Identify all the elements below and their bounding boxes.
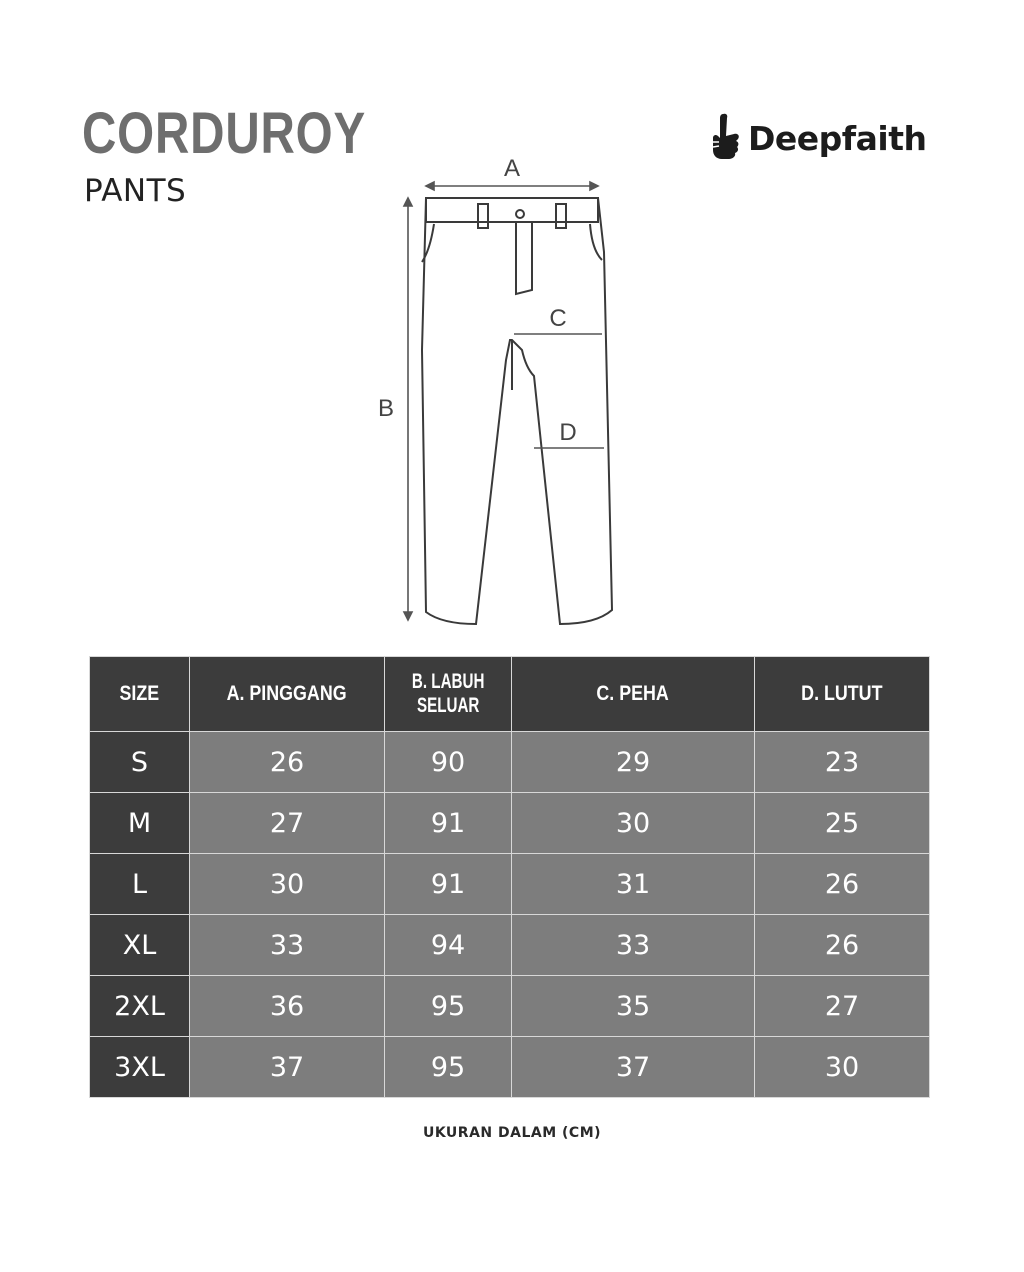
header-pinggang: A. PINGGANG (190, 657, 385, 732)
lutut-cell: 27 (755, 976, 930, 1037)
table-header-row (90, 657, 930, 732)
lutut-cell: 25 (755, 793, 930, 854)
label-a: A (503, 155, 521, 182)
table-row (90, 793, 930, 854)
labuh-cell: 95 (385, 1037, 512, 1098)
labuh-cell: 94 (385, 915, 512, 976)
pinggang-cell: 37 (190, 1037, 385, 1098)
peha-cell: 35 (512, 976, 755, 1037)
pinggang-cell: 30 (190, 854, 385, 915)
table-row (90, 1037, 930, 1098)
hand-icon (710, 112, 744, 164)
peha-cell: 31 (512, 854, 755, 915)
labuh-cell: 91 (385, 793, 512, 854)
brand-logo (710, 112, 926, 164)
pants-diagram (370, 150, 620, 630)
peha-cell: 33 (512, 915, 755, 976)
peha-cell: 29 (512, 732, 755, 793)
size-cell: S (90, 732, 190, 793)
peha-cell: 30 (512, 793, 755, 854)
header-size: SIZE (90, 657, 190, 732)
brand-name: Deepfaith (748, 118, 927, 158)
labuh-cell: 95 (385, 976, 512, 1037)
size-cell: L (90, 854, 190, 915)
size-cell: XL (90, 915, 190, 976)
pinggang-cell: 27 (190, 793, 385, 854)
label-c: C (549, 305, 567, 332)
header-labuh-seluar: B. LABUH SELUAR (385, 657, 512, 732)
lutut-cell: 26 (755, 854, 930, 915)
table-row (90, 915, 930, 976)
table-row (90, 976, 930, 1037)
peha-cell: 37 (512, 1037, 755, 1098)
labuh-cell: 90 (385, 732, 512, 793)
header-lutut: D. LUTUT (755, 657, 930, 732)
page-subtitle: PANTS (84, 173, 187, 209)
size-cell: 3XL (90, 1037, 190, 1098)
dimension-lines (404, 182, 604, 620)
measurement-note: UKURAN DALAM (CM) (422, 1125, 602, 1141)
size-cell: 2XL (90, 976, 190, 1037)
label-b: B (377, 395, 395, 422)
header-peha: C. PEHA (512, 657, 755, 732)
lutut-cell: 30 (755, 1037, 930, 1098)
lutut-cell: 26 (755, 915, 930, 976)
table-row (90, 854, 930, 915)
pants-outline (422, 198, 612, 624)
lutut-cell: 23 (755, 732, 930, 793)
pinggang-cell: 33 (190, 915, 385, 976)
size-chart-table (89, 656, 930, 1098)
pinggang-cell: 36 (190, 976, 385, 1037)
page-title: CORDUROY (82, 101, 367, 166)
labuh-cell: 91 (385, 854, 512, 915)
table-row (90, 732, 930, 793)
size-cell: M (90, 793, 190, 854)
label-d: D (559, 419, 577, 446)
pinggang-cell: 26 (190, 732, 385, 793)
